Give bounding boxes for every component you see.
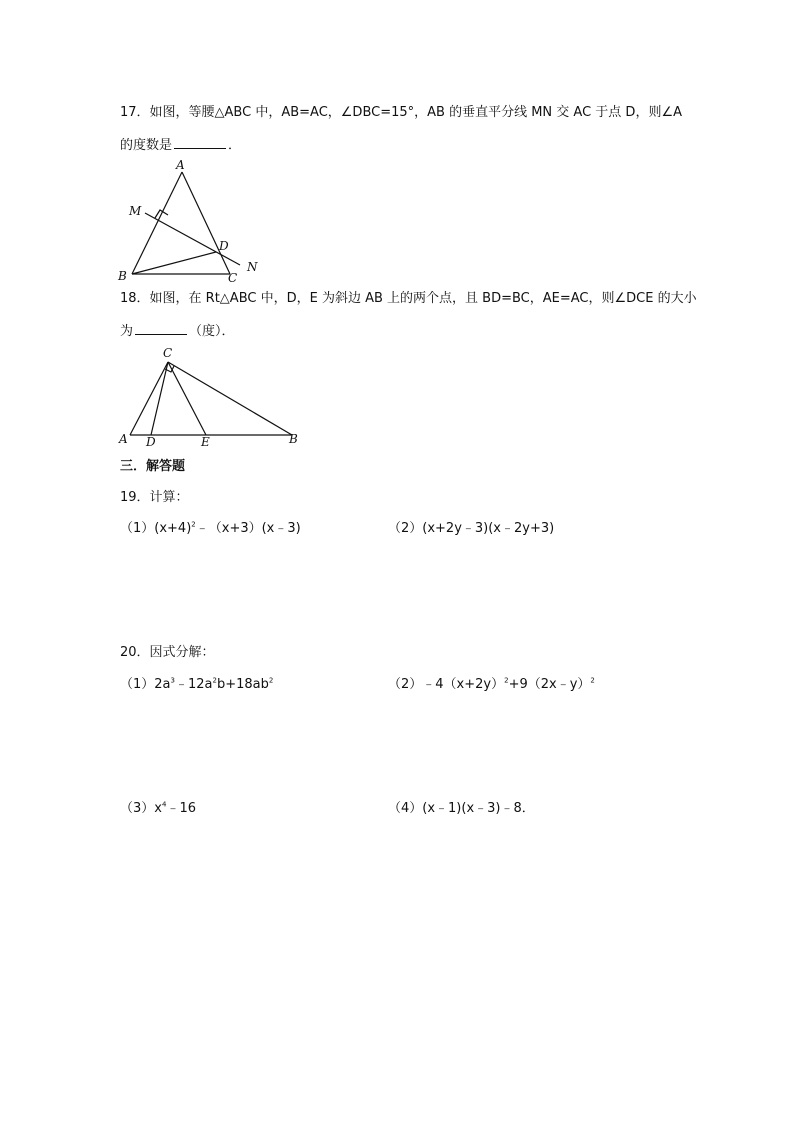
q20-part2-exp2: 2 [590, 676, 595, 685]
q17-segment-bd [132, 252, 216, 274]
q20-part3-a: （3）x [120, 801, 162, 816]
q17-answer-blank [174, 136, 226, 149]
q20-part1-exp2: 2 [212, 676, 217, 685]
q20-part1-exp3: 2 [268, 676, 274, 685]
q20-part3-b: ﹣16 [166, 801, 196, 816]
q19-part1-a: （1）(x+4) [120, 521, 192, 536]
q18-segment-cd [151, 362, 168, 435]
q19-part1-exponent: 2 [191, 520, 196, 529]
q18-side-ac [130, 362, 168, 435]
q17-text-before-blank: 的度数是 [120, 138, 173, 153]
q17-figure [112, 158, 272, 284]
q20-part1-c: b+18ab [216, 677, 269, 692]
q20-part3-exp: 4 [161, 800, 167, 809]
q20-part1 [120, 677, 273, 693]
q17-label-c: C [228, 271, 238, 284]
q18-label-a: A [119, 432, 128, 446]
q18-label-d: D [146, 435, 156, 449]
q20-part1-b: ﹣12a [174, 677, 213, 692]
q19-title: 19．计算： [120, 490, 189, 505]
q17-label-a: A [176, 158, 185, 172]
q17-text-after-blank: ． [228, 138, 242, 153]
q20-part4: （4）(x﹣1)(x﹣3)﹣8． [388, 801, 535, 816]
q18-figure [112, 342, 312, 452]
q19-part2: （2）(x+2y﹣3)(x﹣2y+3) [388, 521, 555, 536]
q18-label-c: C [163, 346, 173, 360]
q20-part2-a: （2）﹣4（x+2y） [388, 677, 505, 692]
q17-text-line1: 17．如图，等腰△ABC 中，AB=AC，∠DBC=15°，AB 的垂直平分线 MN 交 AC 于点 D，则∠A [120, 105, 682, 120]
q18-answer-blank [135, 322, 187, 335]
section-3-title: 三．解答题 [120, 459, 186, 474]
q17-text-line2 [120, 136, 241, 154]
q20-part2-exp1: 2 [504, 676, 509, 685]
q18-text-line1: 18．如图，在 Rt△ABC 中，D，E 为斜边 AB 上的两个点，且 BD=BC，AE=AC，则∠DCE 的大小 [120, 291, 697, 306]
q17-label-b: B [118, 269, 127, 283]
q20-part1-exp1: 3 [170, 676, 175, 685]
q18-text-line2 [120, 322, 235, 340]
q20-part3 [120, 801, 196, 817]
q18-label-e: E [201, 435, 210, 449]
q20-part1-a: （1）2a [120, 677, 171, 692]
q20-title: 20．因式分解： [120, 645, 215, 660]
q18-text-after-blank: （度）． [189, 324, 235, 339]
q17-label-n: N [247, 260, 258, 274]
q17-label-m: M [129, 204, 142, 218]
q17-side-ab [132, 172, 182, 274]
q20-part2 [388, 677, 595, 693]
q20-part2-b: +9（2x﹣y） [508, 677, 591, 692]
q19-part1-b: ﹣（x+3）(x﹣3) [195, 521, 301, 536]
q18-text-before-blank: 为 [120, 324, 134, 339]
q18-label-b: B [289, 432, 298, 446]
q17-label-d: D [219, 239, 229, 253]
q19-part1 [120, 521, 301, 537]
